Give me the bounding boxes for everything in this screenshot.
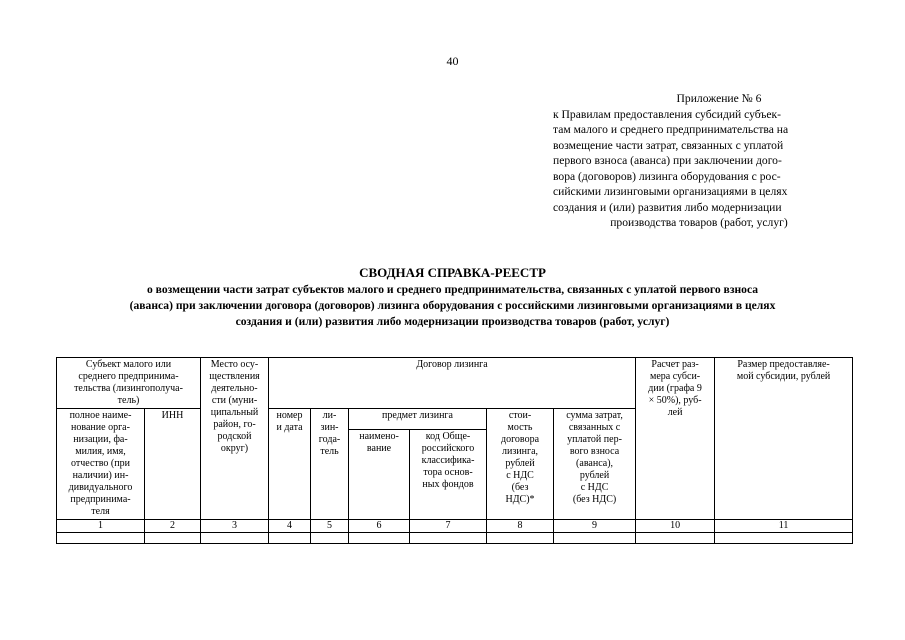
column-number: 1 xyxy=(57,520,145,533)
appendix-block xyxy=(553,91,845,231)
column-number: 10 xyxy=(636,520,715,533)
appendix-line: создания и (или) развития либо модернизации xyxy=(553,200,782,214)
header-calc: Расчет раз- мера субси- дии (графа 9 × 50%), руб- лей xyxy=(636,358,715,520)
column-number: 6 xyxy=(349,520,410,533)
empty-cell[interactable] xyxy=(269,533,311,544)
column-number: 11 xyxy=(715,520,853,533)
header-okof: код Обще- российского классифика- тора основ- ных фондов xyxy=(410,430,487,520)
document-title: СВОДНАЯ СПРАВКА-РЕЕСТР xyxy=(359,265,546,280)
header-row-1 xyxy=(57,358,853,409)
header-subject: Субъект малого или среднего предпринима- тельства (лизингополуча- тель) xyxy=(57,358,201,409)
empty-cell[interactable] xyxy=(57,533,145,544)
appendix-line: возмещение части затрат, связанных с уплатой xyxy=(553,138,784,152)
column-number-row xyxy=(57,520,853,533)
column-number: 9 xyxy=(554,520,636,533)
empty-cell[interactable] xyxy=(349,533,410,544)
empty-cell[interactable] xyxy=(487,533,554,544)
column-number: 3 xyxy=(201,520,269,533)
empty-data-row xyxy=(57,533,853,544)
appendix-line: к Правилам предоставления субсидий субъек- xyxy=(553,107,782,121)
page-number: 40 xyxy=(446,54,459,68)
subtitle-line: о возмещении части затрат субъектов малого и среднего предпринимательства, связанных с уплатой первого взноса xyxy=(146,283,759,296)
empty-cell[interactable] xyxy=(311,533,349,544)
empty-cell[interactable] xyxy=(715,533,853,544)
empty-cell[interactable] xyxy=(145,533,201,544)
appendix-line: производства товаров (работ, услуг) xyxy=(610,216,788,229)
column-number: 7 xyxy=(410,520,487,533)
header-leasing-subject: предмет лизинга xyxy=(349,409,487,430)
registry-table xyxy=(56,357,853,544)
header-size: Размер предоставляе- мой субсидии, рублей xyxy=(715,358,853,520)
subtitle-line: создания и (или) развития либо модернизации производства товаров (работ, услуг) xyxy=(235,315,670,328)
header-contract: Договор лизинга xyxy=(269,358,636,409)
appendix-line: вора (договоров) лизинга оборудования с рос- xyxy=(553,169,781,183)
document-subtitle xyxy=(40,282,865,330)
empty-cell[interactable] xyxy=(554,533,636,544)
header-sum: сумма затрат, связанных с уплатой пер- вого взноса (аванса), рублей с НДС (без НДС) xyxy=(554,409,636,520)
column-number: 2 xyxy=(145,520,201,533)
empty-cell[interactable] xyxy=(636,533,715,544)
header-fullname: полное наиме- нование орга- низации, фа- милия, имя, отчество (при наличии) ин- дивидуального предпринима- теля xyxy=(57,409,145,520)
appendix-line: там малого и среднего предпринимательства на xyxy=(553,123,789,136)
document-heading xyxy=(40,264,865,330)
subtitle-line: (аванса) при заключении договора (договоров) лизинга оборудования с российскими лизинговыми организациями в целях xyxy=(129,299,776,312)
empty-cell[interactable] xyxy=(410,533,487,544)
header-inn: ИНН xyxy=(145,409,201,520)
column-number: 8 xyxy=(487,520,554,533)
column-number: 4 xyxy=(269,520,311,533)
header-place: Место осу- ществления деятельно- сти (муни- ципальный район, го- родской округ) xyxy=(201,358,269,520)
appendix-line: сийскими лизинговыми организациями в целях xyxy=(553,185,788,198)
appendix-line: первого взноса (аванса) при заключении дого- xyxy=(553,154,782,167)
appendix-title: Приложение № 6 xyxy=(676,92,762,105)
empty-cell[interactable] xyxy=(201,533,269,544)
header-item-name: наимено- вание xyxy=(349,430,410,520)
header-cost: стои- мость договора лизинга, рублей с НДС (без НДС)* xyxy=(487,409,554,520)
header-number-date: номер и дата xyxy=(269,409,311,520)
header-lessor: ли- зин- года- тель xyxy=(311,409,349,520)
column-number: 5 xyxy=(311,520,349,533)
